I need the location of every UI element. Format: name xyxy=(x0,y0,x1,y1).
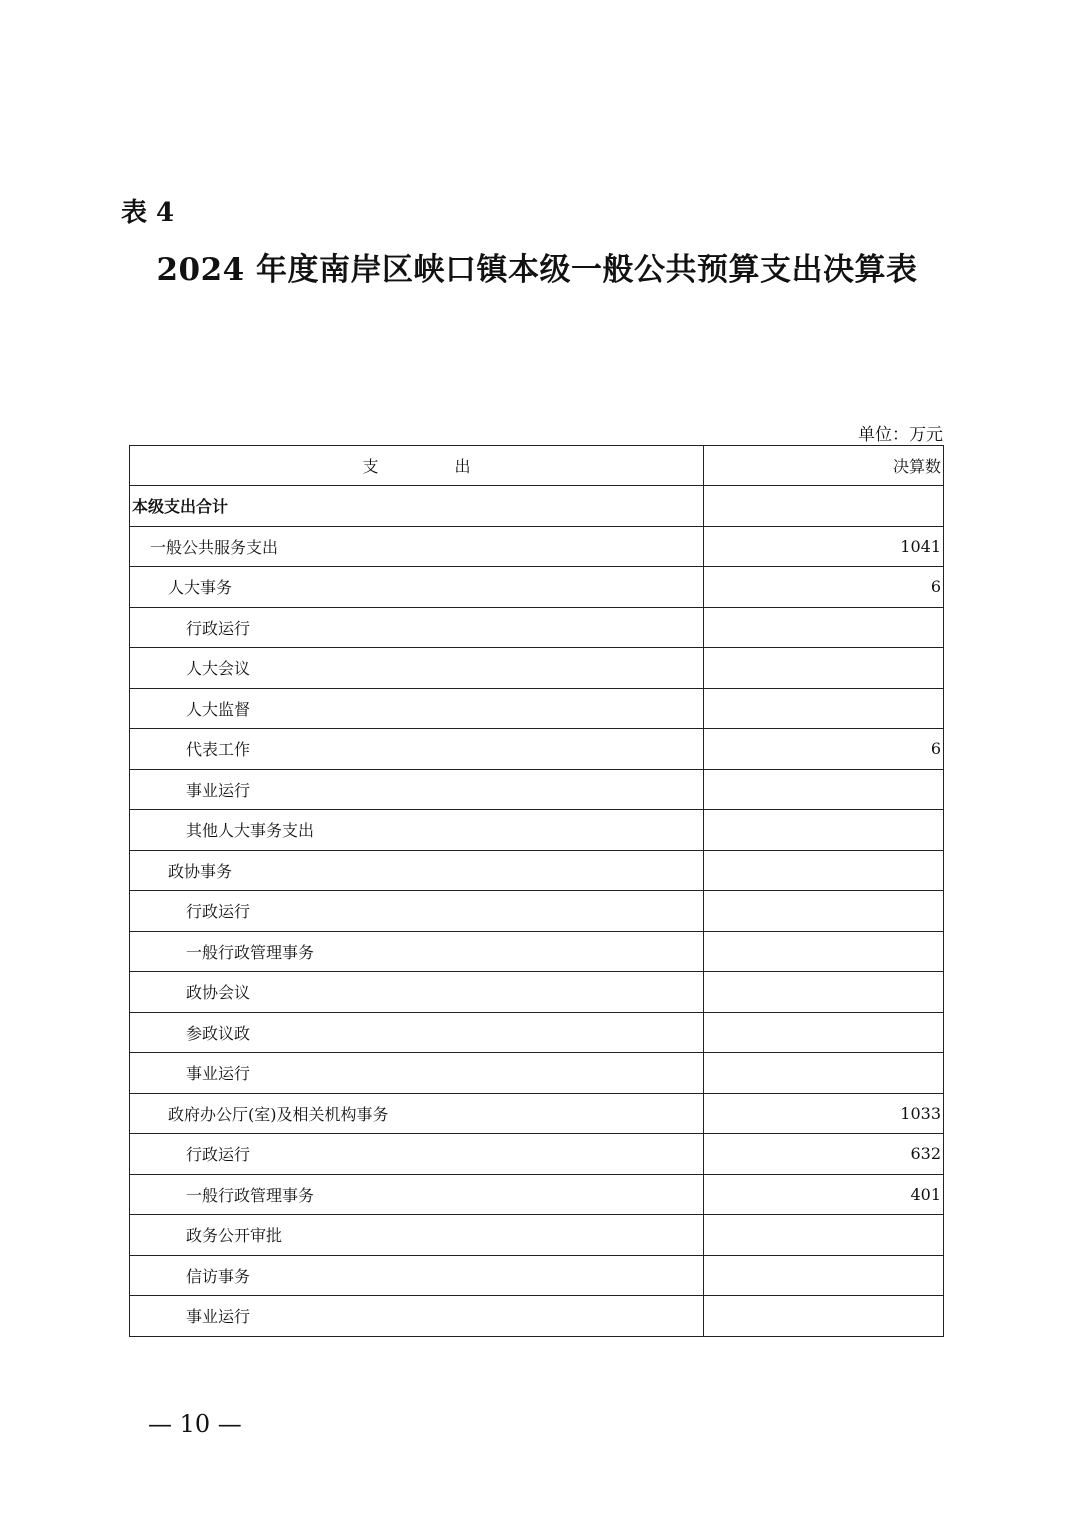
row-label: 事业运行 xyxy=(130,1053,704,1094)
row-value: 6 xyxy=(704,729,944,770)
row-value xyxy=(704,1012,944,1053)
row-value xyxy=(704,891,944,932)
row-label: 政协会议 xyxy=(130,972,704,1013)
table-row xyxy=(130,1255,944,1296)
row-value xyxy=(704,769,944,810)
page-number: — 10 — xyxy=(148,1410,242,1438)
row-label: 行政运行 xyxy=(130,891,704,932)
table-row xyxy=(130,810,944,851)
table-row xyxy=(130,1093,944,1134)
row-label: 一般公共服务支出 xyxy=(130,526,704,567)
table-row xyxy=(130,1134,944,1175)
row-label: 事业运行 xyxy=(130,769,704,810)
row-label: 政府办公厅(室)及相关机构事务 xyxy=(130,1093,704,1134)
header-expense xyxy=(130,446,704,486)
header-expense-char-1: 支 xyxy=(362,457,379,476)
table-row xyxy=(130,1053,944,1094)
table-row xyxy=(130,1215,944,1256)
row-value xyxy=(704,1053,944,1094)
row-value xyxy=(704,607,944,648)
table-row xyxy=(130,850,944,891)
unit-label: 单位：万元 xyxy=(858,425,943,445)
table-row xyxy=(130,486,944,527)
row-label: 本级支出合计 xyxy=(130,486,704,527)
row-value: 6 xyxy=(704,567,944,608)
row-label: 人大会议 xyxy=(130,648,704,689)
row-label: 行政运行 xyxy=(130,607,704,648)
table-row xyxy=(130,1296,944,1337)
row-label: 信访事务 xyxy=(130,1255,704,1296)
row-label: 人大事务 xyxy=(130,567,704,608)
row-value xyxy=(704,688,944,729)
table-row xyxy=(130,972,944,1013)
row-value xyxy=(704,1255,944,1296)
row-value xyxy=(704,648,944,689)
row-value: 1033 xyxy=(704,1093,944,1134)
row-value: 401 xyxy=(704,1174,944,1215)
row-value xyxy=(704,810,944,851)
row-label: 参政议政 xyxy=(130,1012,704,1053)
row-value xyxy=(704,1296,944,1337)
row-label: 代表工作 xyxy=(130,729,704,770)
table-header-row xyxy=(130,446,944,486)
header-expense-char-2: 出 xyxy=(454,457,471,476)
table-row xyxy=(130,567,944,608)
row-value xyxy=(704,850,944,891)
table-row xyxy=(130,648,944,689)
table-row xyxy=(130,931,944,972)
row-label: 一般行政管理事务 xyxy=(130,1174,704,1215)
page-title: 2024 年度南岸区峡口镇本级一般公共预算支出决算表 xyxy=(156,252,918,288)
table-tag: 表 4 xyxy=(121,198,175,228)
expenditure-table xyxy=(129,445,944,1337)
table-row xyxy=(130,1012,944,1053)
row-label: 政协事务 xyxy=(130,850,704,891)
row-label: 人大监督 xyxy=(130,688,704,729)
table-row xyxy=(130,891,944,932)
row-label: 一般行政管理事务 xyxy=(130,931,704,972)
row-label: 其他人大事务支出 xyxy=(130,810,704,851)
row-label: 政务公开审批 xyxy=(130,1215,704,1256)
row-value: 1041 xyxy=(704,526,944,567)
table-row xyxy=(130,1174,944,1215)
row-label: 行政运行 xyxy=(130,1134,704,1175)
row-value xyxy=(704,486,944,527)
row-value: 632 xyxy=(704,1134,944,1175)
row-value xyxy=(704,972,944,1013)
row-value xyxy=(704,931,944,972)
header-amount: 决算数 xyxy=(704,446,944,486)
table-row xyxy=(130,688,944,729)
table-row xyxy=(130,729,944,770)
row-label: 事业运行 xyxy=(130,1296,704,1337)
row-value xyxy=(704,1215,944,1256)
table-row xyxy=(130,769,944,810)
table-row xyxy=(130,607,944,648)
table-row xyxy=(130,526,944,567)
